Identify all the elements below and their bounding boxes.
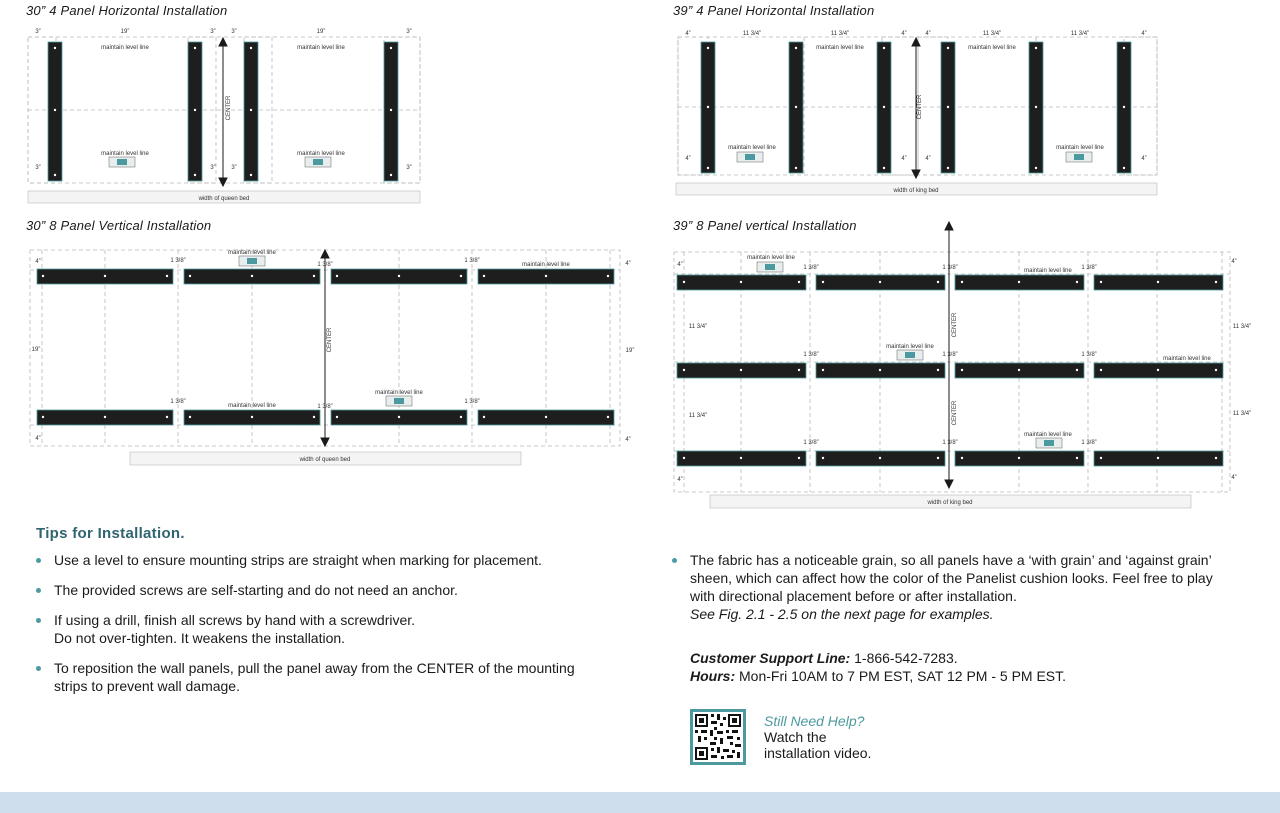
support-line: Customer Support Line: 1-866-542-7283. [690, 650, 958, 666]
level-label: maintain level line [1024, 268, 1072, 274]
help-block [764, 713, 871, 761]
gap-label: 1 3/8” [803, 440, 819, 446]
bullet-icon [36, 666, 41, 671]
width-label: width of queen bed [299, 457, 351, 463]
dim-label: 11 3/4” [1232, 411, 1252, 417]
gap-label: 1 3/8” [942, 440, 958, 446]
qr-code-icon[interactable] [690, 709, 746, 765]
gap-label: 1 3/8” [464, 399, 480, 405]
tips-heading: Tips for Installation. [36, 525, 185, 542]
level-label: maintain level line [1056, 145, 1104, 151]
help-line: Watch the [764, 729, 827, 745]
level-label: maintain level line [1024, 432, 1072, 438]
list-item: The provided screws are self-starting and do not need an anchor. [36, 581, 596, 599]
center-label: CENTER [226, 95, 232, 121]
dim-label: 11 3/4” [742, 31, 762, 37]
bullet-icon [36, 618, 41, 623]
center-label: CENTER [952, 400, 958, 426]
level-label: maintain level line [968, 45, 1016, 51]
dim-label: 3” [231, 165, 237, 171]
center-label: CENTER [952, 312, 958, 338]
gap-label: 1 3/8” [1081, 440, 1097, 446]
dim-label: 3” [406, 29, 412, 35]
dim-label: 3” [35, 165, 41, 171]
dim-label: 11 3/4” [982, 31, 1002, 37]
dim-label: 4” [901, 156, 907, 162]
help-link[interactable]: installation video. [764, 745, 872, 761]
gap-label: 1 3/8” [942, 352, 958, 358]
diagram-title-39-4-horizontal: 39” 4 Panel Horizontal Installation [673, 3, 875, 18]
dim-label: 4” [925, 31, 931, 37]
dim-label: 4” [1141, 31, 1147, 37]
dim-label: 4” [925, 156, 931, 162]
diagram-title-30-4-horizontal: 30” 4 Panel Horizontal Installation [26, 3, 228, 18]
level-label: maintain level line [816, 45, 864, 51]
footer-band [0, 792, 1280, 813]
dim-label: 19” [31, 347, 41, 353]
gap-label: 1 3/8” [803, 352, 819, 358]
level-label: maintain level line [101, 45, 149, 51]
diagram-title-39-8-vertical: 39” 8 Panel vertical Installation [673, 218, 857, 233]
list-item: To reposition the wall panels, pull the panel away from the CENTER of the mounting strips to prevent wall damage. [36, 659, 596, 695]
dim-label: 19” [316, 29, 326, 35]
list-item: If using a drill, finish all screws by hand with a screwdriver. Do not over-tighten. It weakens the installation. [36, 611, 596, 647]
help-heading: Still Need Help? [764, 713, 865, 729]
bullet-icon [36, 588, 41, 593]
dim-label: 4” [685, 31, 691, 37]
level-label: maintain level line [228, 403, 276, 409]
dim-label: 3” [210, 29, 216, 35]
dim-label: 19” [120, 29, 130, 35]
dim-label: 11 3/4” [688, 324, 708, 330]
dim-label: 4” [625, 437, 631, 443]
dim-label: 11 3/4” [1070, 31, 1090, 37]
bullet-icon [36, 558, 41, 563]
level-label: maintain level line [747, 255, 795, 261]
dim-label: 11 3/4” [688, 413, 708, 419]
gap-label: 1 3/8” [317, 404, 333, 410]
gap-label: 1 3/8” [464, 258, 480, 264]
gap-label: 1 3/8” [170, 258, 186, 264]
dim-label: 4” [625, 261, 631, 267]
grain-tip [672, 551, 1232, 635]
list-item: Use a level to ensure mounting strips are straight when marking for placement. [36, 551, 596, 569]
gap-label: 1 3/8” [803, 265, 819, 271]
dim-label: 4” [901, 31, 907, 37]
dim-label: 19” [625, 348, 635, 354]
dim-label: 4” [35, 259, 41, 265]
center-label: CENTER [327, 327, 333, 353]
dim-label: 4” [685, 156, 691, 162]
width-label: width of king bed [893, 188, 939, 194]
width-label: width of queen bed [198, 196, 250, 202]
list-item: The fabric has a noticeable grain, so all panels have a ‘with grain’ and ‘against grain’ sheen, which can affect how the color of the Panelist cushion looks. Feel free to play with directional placement before or after installation. See Fig. 2.1 - 2.5 on the next page for examples. [672, 551, 1232, 623]
gap-label: 1 3/8” [1081, 265, 1097, 271]
gap-label: 1 3/8” [1081, 352, 1097, 358]
level-label: maintain level line [375, 390, 423, 396]
gap-label: 1 3/8” [317, 262, 333, 268]
bullet-icon [672, 558, 677, 563]
dim-label: 4” [677, 262, 683, 268]
level-label: maintain level line [728, 145, 776, 151]
level-label: maintain level line [522, 262, 570, 268]
dim-label: 4” [677, 477, 683, 483]
gap-label: 1 3/8” [170, 399, 186, 405]
gap-label: 1 3/8” [942, 265, 958, 271]
dim-label: 3” [35, 29, 41, 35]
width-label: width of king bed [927, 500, 973, 506]
level-label: maintain level line [101, 151, 149, 157]
level-label: maintain level line [297, 45, 345, 51]
support-info [690, 649, 1250, 685]
dim-label: 4” [35, 436, 41, 442]
center-label: CENTER [917, 94, 923, 120]
diagram-title-30-8-vertical: 30” 8 Panel Vertical Installation [26, 218, 212, 233]
level-label: maintain level line [297, 151, 345, 157]
dim-label: 4” [1231, 475, 1237, 481]
support-hours: Hours: Mon-Fri 10AM to 7 PM EST, SAT 12 PM - 5 PM EST. [690, 668, 1067, 684]
tips-list [36, 551, 596, 707]
dim-label: 3” [231, 29, 237, 35]
level-label: maintain level line [228, 250, 276, 256]
dim-label: 3” [210, 165, 216, 171]
level-label: maintain level line [1163, 356, 1211, 362]
level-label: maintain level line [886, 344, 934, 350]
dim-label: 4” [1231, 259, 1237, 265]
dim-label: 3” [406, 165, 412, 171]
dim-label: 11 3/4” [830, 31, 850, 37]
dim-label: 4” [1141, 156, 1147, 162]
dim-label: 11 3/4” [1232, 324, 1252, 330]
